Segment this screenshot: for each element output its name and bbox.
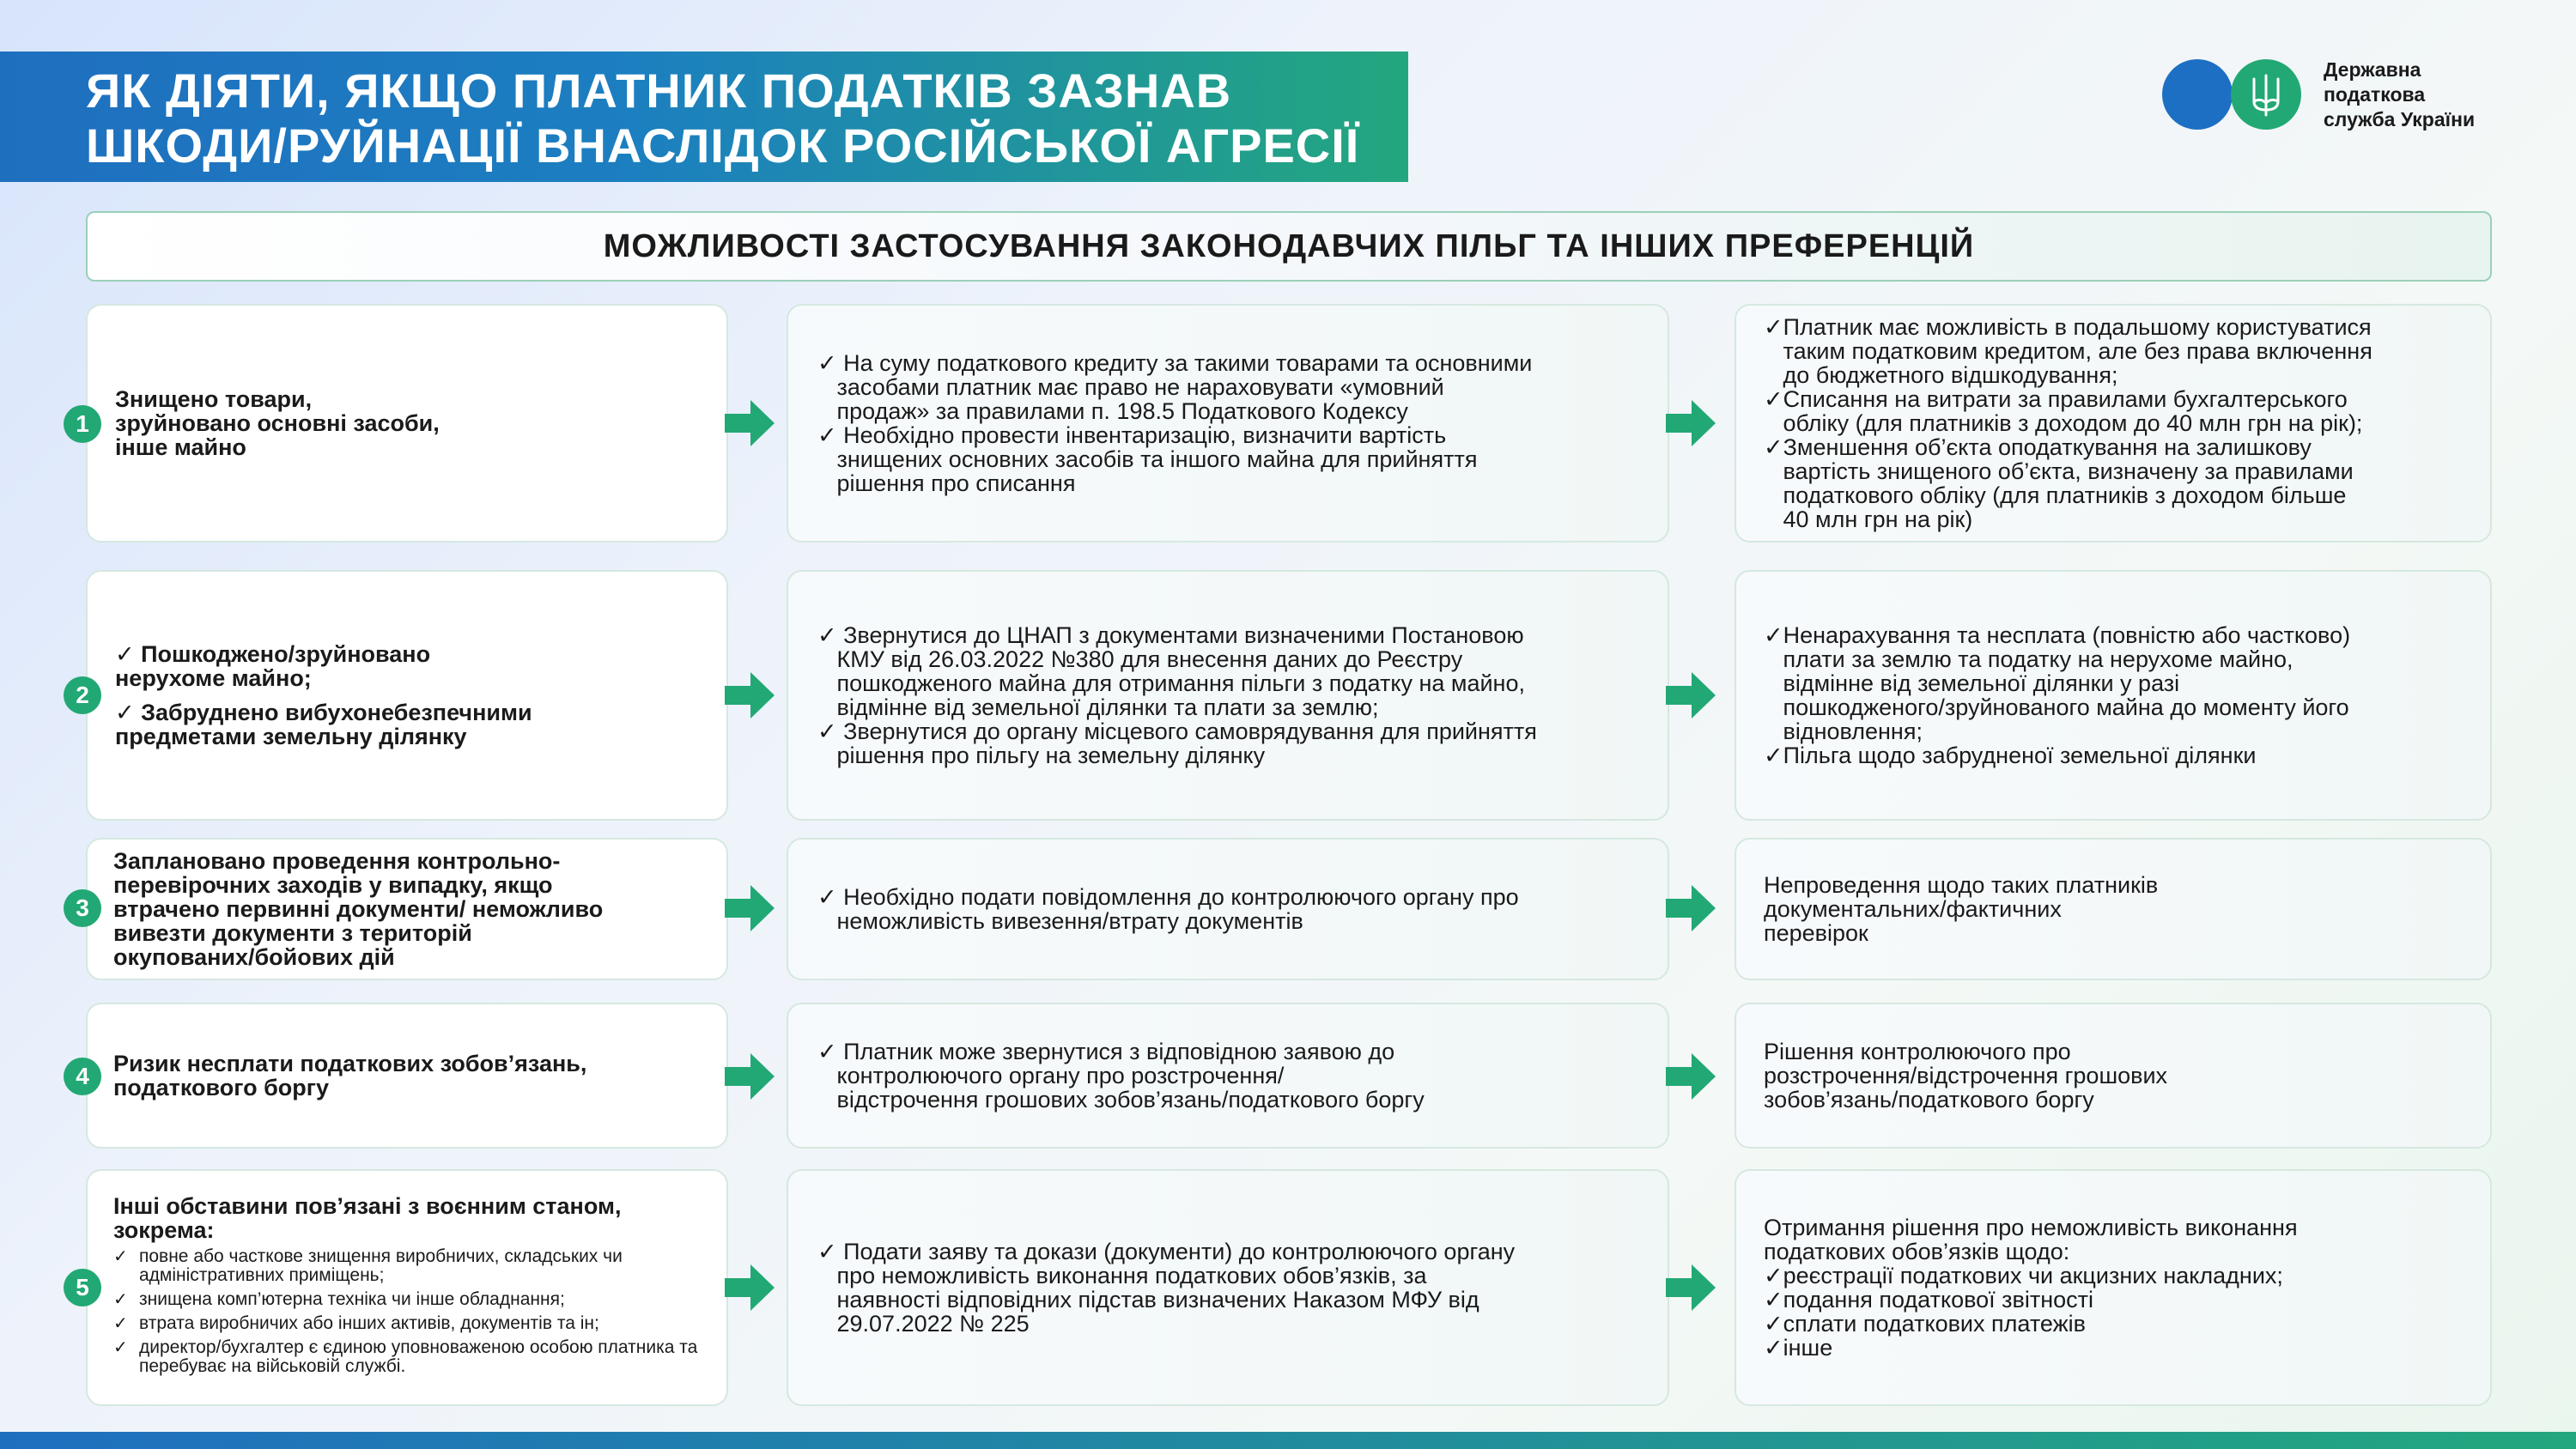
step-number-4: 4 [64,1058,101,1095]
result-line: Непроведення щодо таких платників [1764,872,2159,898]
result-line: ✓реєстрації податкових чи акцизних накладних; [1764,1263,2283,1288]
page-title: ЯК ДІЯТИ, ЯКЩО ПЛАТНИК ПОДАТКІВ ЗАЗНАВ ШКОДИ/РУЙНАЦІЇ ВНАСЛІДОК РОСІЙСЬКОЇ АГРЕСІЇ [86,64,1360,173]
bottom-strip [0,1432,2576,1449]
action-line: пошкодженого майна для отримання пільги з податку на майно, [817,670,1525,696]
situation-line: окупованих/бойових дій [113,944,395,970]
action-line: рішення про списання [817,470,1076,496]
arrow-right-icon [725,1263,776,1313]
situation-sublist [113,1247,709,1376]
result-line: відмінне від земельної ділянки у разі [1764,670,2180,696]
situation-card-2 [86,570,728,821]
result-line: ✓Пільга щодо забрудненої земельної ділянки [1764,743,2257,768]
result-line: відновлення; [1764,718,1923,744]
action-line: засобами платник має право не нараховувати «умовний [817,374,1444,400]
action-card-5 [787,1169,1669,1406]
action-line: рішення про пільгу на земельну ділянку [817,743,1266,768]
action-line: неможливість вивезення/втрату документів [817,908,1303,934]
result-line: обліку (для платників з доходом до 40 млн грн на рік); [1764,410,2363,436]
step-number-3: 3 [64,889,101,927]
action-line: ✓ Звернутися до ЦНАП з документами визначеними Постановою [817,622,1524,648]
situation-line: Ризик несплати податкових зобов’язань, [113,1051,587,1076]
result-card-2 [1735,570,2492,821]
arrow-right-icon [1666,670,1717,720]
action-line: відмінне від земельної ділянки та плати за землю; [817,694,1379,720]
action-card-1 [787,304,1669,543]
result-line: Отримання рішення про неможливість виконання [1764,1215,2298,1240]
action-line: ✓ Платник може звернутися з відповідною заявою до [817,1039,1395,1064]
situation-line: ✓ Пошкоджено/зруйновано [115,641,431,667]
action-line: ✓ Необхідно провести інвентаризацію, визначити вартість [817,422,1447,448]
action-line: 29.07.2022 № 225 [817,1311,1030,1337]
situation-line: втрачено первинні документи/ неможливо [113,896,604,922]
situation-line: зруйновано основні засоби, [115,410,440,436]
step-number-5: 5 [64,1269,101,1307]
step-number-1: 1 [64,405,101,443]
result-line: податкових обов’язків щодо: [1764,1239,2070,1264]
situation-line: предметами земельну ділянку [115,724,467,749]
result-line: вартість знищеного об’єкта, визначену за правилами [1764,458,2354,484]
action-card-4 [787,1003,1669,1149]
result-line: плати за землю та податку на нерухоме майно, [1764,646,2293,672]
action-line: контролюючого органу про розстрочення/ [817,1063,1285,1088]
action-card-3 [787,838,1669,980]
situation-card-5 [86,1169,728,1406]
arrow-right-icon [725,1052,776,1101]
result-line: ✓сплати податкових платежів [1764,1311,2086,1337]
situation-line: інше майно [115,434,246,460]
action-line: ✓ На суму податкового кредиту за такими товарами та основними [817,350,1533,376]
list-item: ✓ втрата виробничих або інших активів, документів та ін; [113,1314,709,1333]
result-line: ✓Зменшення об’єкта оподаткування на залишкову [1764,434,2312,460]
action-line: ✓ Подати заяву та докази (документи) до контролюючого органу [817,1239,1516,1264]
action-line: відстрочення грошових зобов’язань/податкового боргу [817,1087,1425,1113]
result-card-5 [1735,1169,2492,1406]
action-line: наявності відповідних підстав визначених Наказом МФУ від [817,1287,1479,1313]
arrow-right-icon [1666,883,1717,933]
step-number-2: 2 [64,676,101,714]
situation-line: зокрема: [113,1217,215,1243]
result-card-1 [1735,304,2492,543]
result-line: таким податковим кредитом, але без права включення [1764,338,2372,364]
situation-card-1 [86,304,728,543]
result-line: ✓подання податкової звітності [1764,1287,2094,1313]
situation-line: Заплановано проведення контрольно- [113,848,561,874]
result-card-4 [1735,1003,2492,1149]
result-line: документальних/фактичних [1764,896,2062,922]
logo-text: Державна податкова служба України [2324,58,2476,130]
result-line: зобов’язань/податкового боргу [1764,1087,2094,1113]
result-line: до бюджетного відшкодування; [1764,362,2118,388]
logo [2162,57,2475,132]
list-item: ✓ знищена комп’ютерна техніка чи інше обладнання; [113,1290,709,1309]
action-line: продаж» за правилами п. 198.5 Податкового Кодексу [817,398,1408,424]
result-line: перевірок [1764,920,1868,946]
result-line: ✓Ненарахування та несплата (повністю або частково) [1764,622,2351,648]
result-line: ✓Списання на витрати за правилами бухгалтерського [1764,386,2348,412]
arrow-right-icon [725,398,776,448]
arrow-right-icon [725,883,776,933]
result-line: Рішення контролюючого про [1764,1039,2071,1064]
logo-blue-circle [2162,59,2233,130]
situation-card-4 [86,1003,728,1149]
action-line: КМУ від 26.03.2022 №380 для внесення даних до Реєстру [817,646,1463,672]
result-line: ✓Платник має можливість в подальшому користуватися [1764,314,2372,340]
result-line: податкового обліку (для платників з доходом більше [1764,482,2347,508]
result-card-3 [1735,838,2492,980]
situation-line: Знищено товари, [115,386,313,412]
situation-line: перевірочних заходів у випадку, якщо [113,872,553,898]
situation-line: податкового боргу [113,1075,330,1100]
arrow-right-icon [1666,1263,1717,1313]
result-line: 40 млн грн на рік) [1764,506,1973,532]
title-banner [0,52,1408,182]
action-line: ✓ Необхідно подати повідомлення до контролюючого органу про [817,884,1519,910]
situation-line: ✓ Забруднено вибухонебезпечними [115,700,532,725]
action-line: про неможливість виконання податкових обов’язків, за [817,1263,1427,1288]
result-line: ✓інше [1764,1335,1833,1361]
logo-green-circle [2231,59,2301,130]
situation-line: нерухоме майно; [115,665,312,691]
action-card-2 [787,570,1669,821]
situation-line: вивезти документи з територій [113,920,472,946]
arrow-right-icon [1666,1052,1717,1101]
subtitle: МОЖЛИВОСТІ ЗАСТОСУВАННЯ ЗАКОНОДАВЧИХ ПІЛЬГ ТА ІНШИХ ПРЕФЕРЕНЦІЙ [603,227,1975,264]
action-line: ✓ Звернутися до органу місцевого самоврядування для прийняття [817,718,1537,744]
action-line: знищених основних засобів та іншого майна для прийняття [817,446,1478,472]
result-line: розстрочення/відстрочення грошових [1764,1063,2168,1088]
situation-line: Інші обставини пов’язані з воєнним станом, [113,1193,622,1219]
list-item: ✓ повне або часткове знищення виробничих, складських чи адміністративних приміщень; [113,1247,709,1285]
trident-icon [2249,72,2283,117]
result-line: пошкодженого/зруйнованого майна до моменту його [1764,694,2349,720]
subtitle-bar [86,211,2492,282]
situation-card-3 [86,838,728,980]
list-item: ✓ директор/бухгалтер є єдиною уповноваженою особою платника та перебуває на військовій службі. [113,1338,709,1376]
arrow-right-icon [725,670,776,720]
arrow-right-icon [1666,398,1717,448]
